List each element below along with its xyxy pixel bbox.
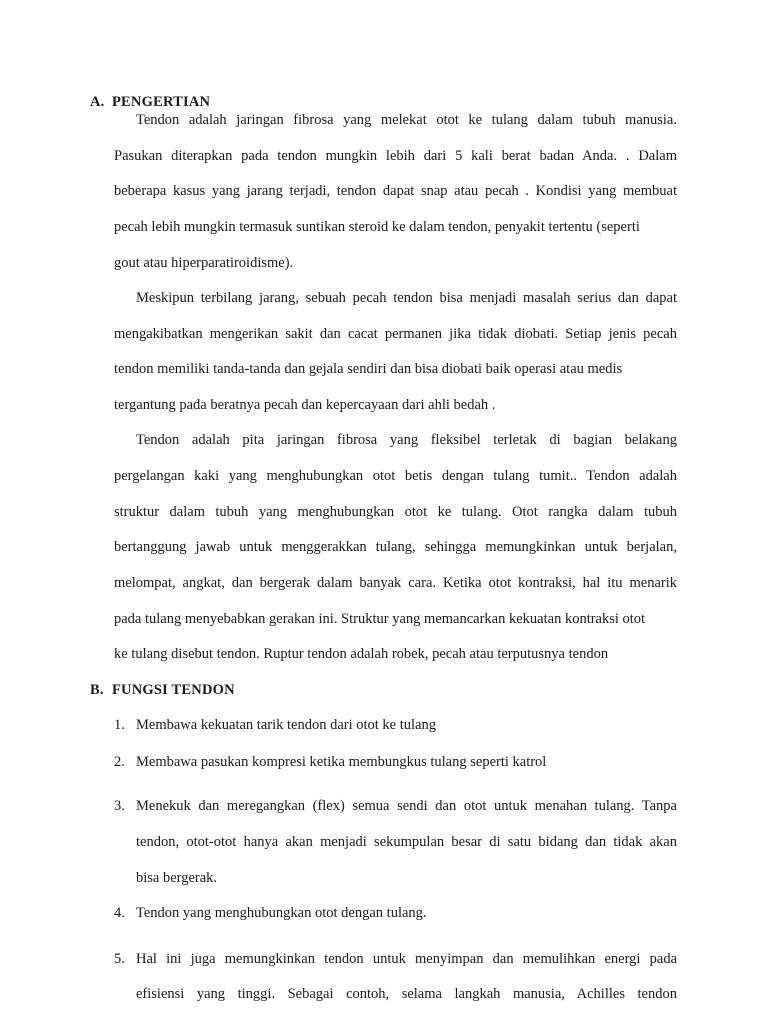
paragraph-line: Pasukan diterapkan pada tendon mungkin lebih dari 5 kali berat badan Anda. . Dalam xyxy=(114,148,677,164)
section-b-heading xyxy=(90,682,235,699)
paragraph-line: Tendon adalah pita jaringan fibrosa yang fleksibel terletak di bagian belakang xyxy=(136,432,677,448)
paragraph-line: ke tulang disebut tendon. Ruptur tendon adalah robek, pecah atau terputusnya tendon xyxy=(114,646,609,662)
section-b-title: FUNGSI TENDON xyxy=(112,682,235,698)
section-a-heading xyxy=(90,94,210,111)
paragraph-line: beberapa kasus yang jarang terjadi, tendon dapat snap atau pecah . Kondisi yang membuat xyxy=(114,183,677,199)
paragraph-line: pecah lebih mungkin termasuk suntikan steroid ke dalam tendon, penyakit tertentu (seperti xyxy=(114,219,640,235)
paragraph-line: struktur dalam tubuh yang menghubungkan otot ke tulang. Otot rangka dalam tubuh xyxy=(114,504,677,520)
paragraph-line: Tendon adalah jaringan fibrosa yang melekat otot ke tulang dalam tubuh manusia. xyxy=(136,112,677,128)
paragraph-line: tendon memiliki tanda-tanda dan gejala sendiri dan bisa diobati baik operasi atau medis xyxy=(114,361,623,377)
list-item-number: 4. xyxy=(114,905,125,921)
list-item-number: 3. xyxy=(114,798,125,814)
paragraph-line: melompat, angkat, dan bergerak dalam banyak cara. Ketika otot kontraksi, hal itu menarik xyxy=(114,575,677,591)
list-item-line: Tendon yang menghubungkan otot dengan tulang. xyxy=(136,905,427,921)
section-a-marker: A. xyxy=(90,94,105,110)
list-item-line: bisa bergerak. xyxy=(136,870,218,886)
list-item-line: Menekuk dan meregangkan (flex) semua sendi dan otot untuk menahan tulang. Tanpa xyxy=(136,798,677,814)
paragraph-line: Meskipun terbilang jarang, sebuah pecah tendon bisa menjadi masalah serius dan dapat xyxy=(136,290,677,306)
paragraph-line: bertanggung jawab untuk menggerakkan tulang, sehingga memungkinkan untuk berjalan, xyxy=(114,539,677,555)
list-item-line: tendon, otot-otot hanya akan menjadi sekumpulan besar di satu bidang dan tidak akan xyxy=(136,834,677,850)
list-item-line: Hal ini juga memungkinkan tendon untuk menyimpan dan memulihkan energi pada xyxy=(136,951,677,967)
paragraph-line: mengakibatkan mengerikan sakit dan cacat permanen jika tidak diobati. Setiap jenis pecah xyxy=(114,326,677,342)
paragraph-line: pergelangan kaki yang menghubungkan otot betis dengan tulang tumit.. Tendon adalah xyxy=(114,468,677,484)
list-item-number: 5. xyxy=(114,951,125,967)
list-item-line: efisiensi yang tinggi. Sebagai contoh, selama langkah manusia, Achilles tendon xyxy=(136,986,677,1002)
list-item-line: Membawa kekuatan tarik tendon dari otot ke tulang xyxy=(136,717,436,733)
list-item-number: 2. xyxy=(114,754,125,770)
section-a-title: PENGERTIAN xyxy=(112,94,211,110)
section-b-marker: B. xyxy=(90,682,104,698)
paragraph-line: gout atau hiperparatiroidisme). xyxy=(114,255,294,271)
paragraph-line: pada tulang menyebabkan gerakan ini. Struktur yang memancarkan kekuatan kontraksi otot xyxy=(114,611,646,627)
list-item-number: 1. xyxy=(114,717,125,733)
paragraph-line: tergantung pada beratnya pecah dan kepercayaan dari ahli bedah . xyxy=(114,397,496,413)
list-item-line: Membawa pasukan kompresi ketika membungkus tulang seperti katrol xyxy=(136,754,547,770)
